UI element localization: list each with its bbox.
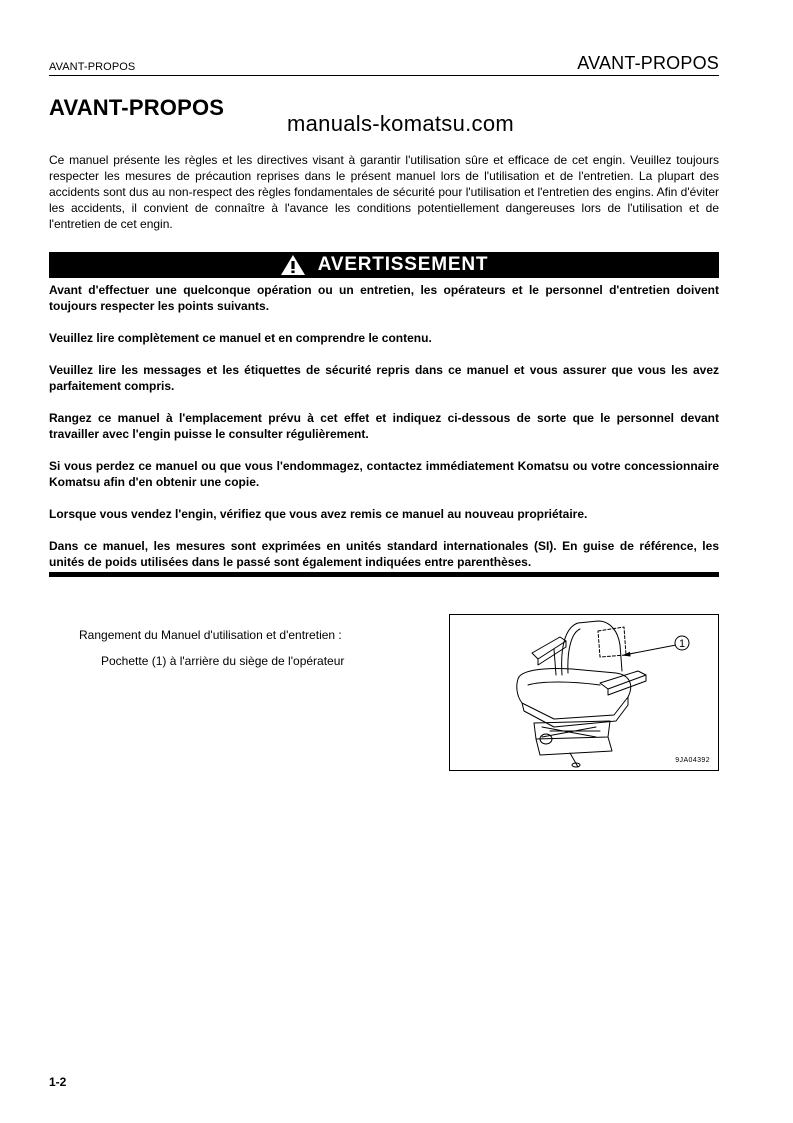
warning-banner [49, 252, 719, 278]
warning-bottom-rule [49, 572, 719, 577]
page-title: AVANT-PROPOS [49, 95, 225, 120]
callout-number: 1 [678, 638, 686, 650]
running-header-right: AVANT-PROPOS [577, 53, 719, 73]
header-divider [49, 75, 719, 76]
warning-paragraph: Veuillez lire complètement ce manuel et en comprendre le contenu. [49, 331, 432, 345]
watermark-text: manuals-komatsu.com [287, 111, 514, 136]
warning-paragraph: Avant d'effectuer une quelconque opération ou un entretien, les opérateurs et le personnel d'entretien doivent toujours respecter les points suivants. [49, 283, 719, 313]
warning-triangle-icon [280, 254, 306, 276]
operator-seat-illustration [450, 615, 718, 770]
warning-paragraph: Veuillez lire les messages et les étiquettes de sécurité repris dans ce manuel et vous assurer que vous les avez parfaitement compris. [49, 363, 719, 393]
seat-figure [449, 614, 719, 771]
warning-title: AVERTISSEMENT [317, 254, 489, 275]
figure-code: 9JA04392 [675, 757, 710, 764]
running-header-left: AVANT-PROPOS [49, 61, 136, 73]
storage-label: Rangement du Manuel d'utilisation et d'entretien : [79, 628, 342, 642]
intro-paragraph: Ce manuel présente les règles et les directives visant à garantir l'utilisation sûre et efficace de cet engin. Veuillez toujours respecter les mesures de précaution reprises dans le présent manuel lors de l'utilisation et de l'entretien. La plupart des accidents sont dus au non-respect des règles fondamentales de sécurité pour l'utilisation et l'entretien des engins. Afin d'éviter les accidents, il convient de connaître à l'avance les conditions potentiellement dangereuses lors de l'utilisation et de l'entretien de cet engin. [49, 153, 719, 231]
warning-paragraph: Lorsque vous vendez l'engin, vérifiez que vous avez remis ce manuel au nouveau propriétaire. [49, 507, 588, 521]
warning-body [49, 282, 719, 570]
warning-paragraph: Si vous perdez ce manuel ou que vous l'endommagez, contactez immédiatement Komatsu ou votre concessionnaire Komatsu afin d'en obtenir une copie. [49, 459, 719, 489]
page-number: 1-2 [49, 1075, 67, 1089]
storage-location: Pochette (1) à l'arrière du siège de l'opérateur [101, 654, 345, 668]
warning-paragraph: Rangez ce manuel à l'emplacement prévu à cet effet et indiquez ci-dessous de sorte que le personnel devant travailler avec l'engin puisse le consulter régulièrement. [49, 411, 719, 441]
warning-paragraph: Dans ce manuel, les mesures sont exprimées en unités standard internationales (SI). En guise de référence, les unités de poids utilisées dans le passé sont également indiquées entre parenthèses. [49, 539, 719, 569]
